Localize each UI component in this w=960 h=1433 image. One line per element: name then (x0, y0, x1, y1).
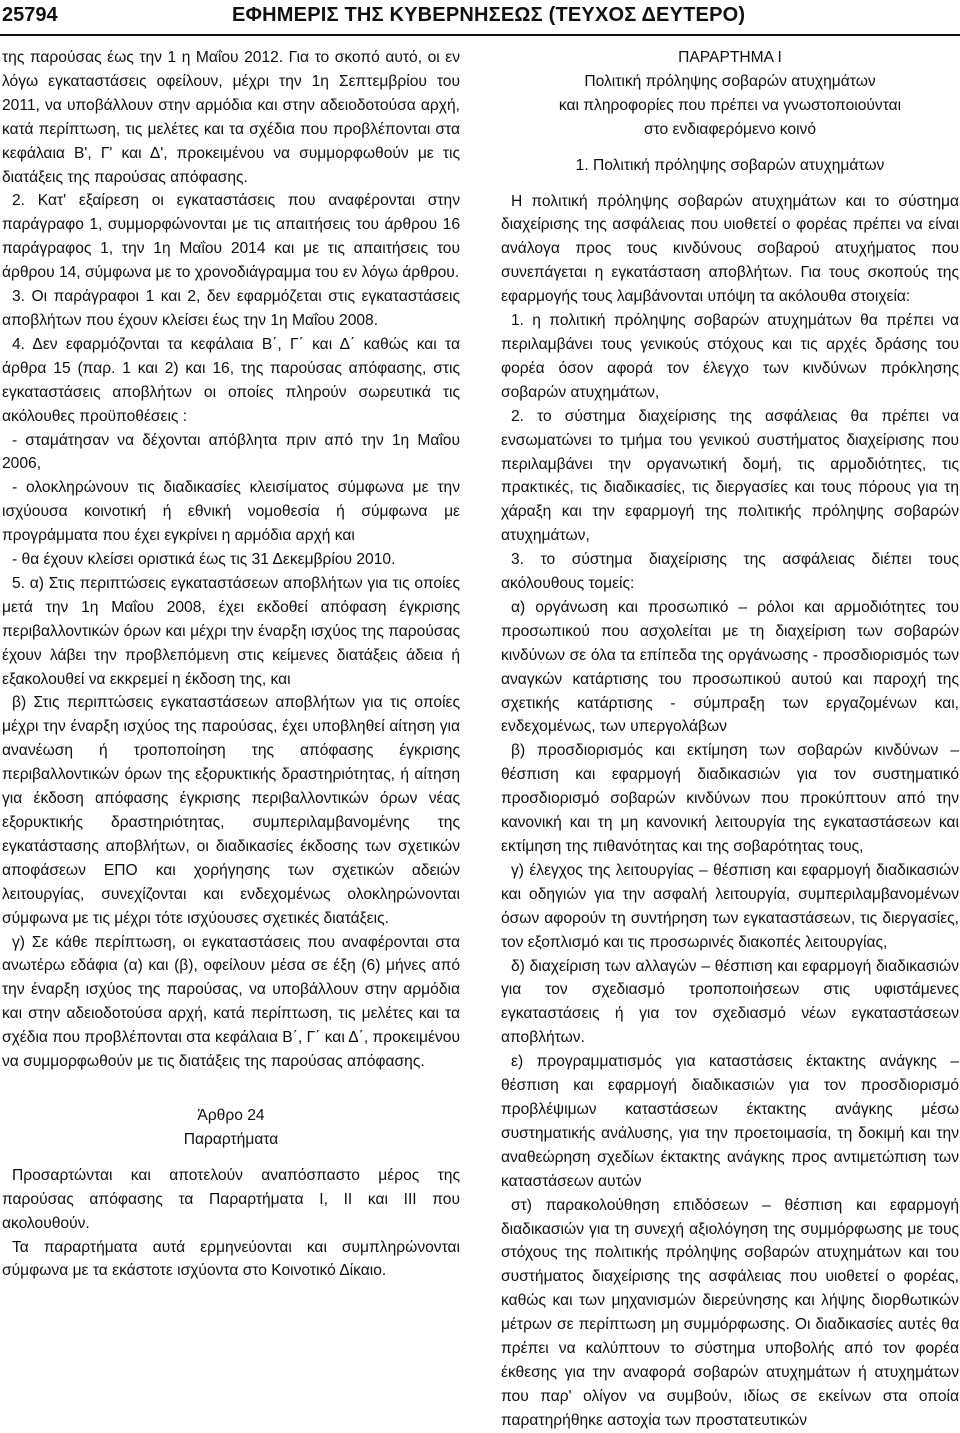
spacer (501, 178, 959, 190)
article-title: Άρθρο 24 (197, 1106, 265, 1124)
paragraph-non-application: 4. Δεν εφαρμόζονται τα κεφάλαια Β΄, Γ΄ και Δ΄ καθώς και τα άρθρα 15 (παρ. 1 και 2) και 16, της παρούσας απόφασης, στις εγκαταστάσεις αποβλήτων οι οποίες πληρούν σωρευτικά τις ακόλουθες προϋποθέσεις : (2, 335, 460, 425)
list-item: 2. το σύστημα διαχείρισης της ασφάλειας θα πρέπει να ενσωματώνει το τμήμα του γενικού συστήματος διαχείρισης που περιλαμβάνει την οργανωτική δομή, τις αρμοδιότητες, τις πρακτικές, τις διαδικασίες, τις διεργασίες και τους πόρους για τη χάραξη και την εφαρμογή της πολιτικής πρόληψης σοβαρών ατυχημάτων, (501, 407, 959, 545)
spacer (2, 1074, 460, 1104)
paragraph-transition-deadline: της παρούσας έως την 1 η Μαΐου 2012. Για το σκοπό αυτό, οι εν λόγω εγκαταστάσεις οφείλουν, μέχρι την 1η Σεπτεμβρίου του 2011, να υποβάλλουν στην αρμόδια και στην αδειοδοτούσα αρχή, κατά περίπτωση, τις μελέτες και τα σχέδια που προβλέπονται στα κεφάλαια Β', Γ' και Δ', προκειμένου να συμμορφωθούν με τις διατάξεις της παρούσας απόφασης. (2, 49, 460, 186)
list-item: στ) παρακολούθηση επιδόσεων – θέσπιση και εφαρμογή διαδικασιών για τη συνεχή αξιολόγηση της συμμόρφωσης με τους στόχους της πολιτικής πρόληψης σοβαρών ατυχημάτων και του συστήματος διαχείρισης της ασφάλειας που υιοθετεί ο φορέας, καθώς και των μηχανισμών διερεύνησης και λήψης διορθωτικών μέτρων σε περίπτωση μη συμμόρφωσης. Οι διαδικασίες αυτές θα πρέπει να καλύπτουν το σύστημα υποβολής από τον φορέα έκθεσης για την αναφορά σοβαρών ατυχημάτων ή ατυχημάτων που παρ' ολίγον να συμβούν, ιδίως σε εκείνων στα οποία παρατηρήθηκε αστοχία των προστατευτικών (501, 1196, 959, 1429)
paragraph-closed-installations: 3. Οι παράγραφοι 1 και 2, δεν εφαρμόζεται στις εγκαταστάσεις αποβλήτων που έχουν κλείσει έως την 1η Μαΐου 2008. (2, 288, 460, 329)
article-24-paragraph-2: Τα παραρτήματα αυτά ερμηνεύονται και συμπληρώνονται σύμφωνα με τα εκάστοτε ισχύοντα στο Κοινοτικό Δίκαιο. (2, 1238, 460, 1280)
left-column (2, 46, 460, 1283)
list-item: δ) διαχείριση των αλλαγών – θέσπιση και εφαρμογή διαδικασιών για τον σχεδιασμό τροποποιήσεων στις υφιστάμενες εγκαταστάσεις ή για τον σχεδιασμό νέων εγκαταστάσεων αποβλήτων. (501, 957, 959, 1047)
annex-subtitle: Πολιτική πρόληψης σοβαρών ατυχημάτων (584, 72, 876, 90)
annex-title: ΠΑΡΑΡΤΗΜΑ Ι (678, 49, 782, 66)
article-subtitle: Παραρτήματα (183, 1130, 279, 1148)
annex-subtitle: στο ενδιαφερόμενο κοινό (643, 120, 817, 138)
header-divider (0, 34, 960, 36)
spacer (2, 1152, 460, 1164)
paragraph-5b: β) Στις περιπτώσεις εγκαταστάσεων αποβλήτων για τις οποίες μέχρι την έναρξη ισχύος της παρούσας, έχει υποβληθεί αίτηση για ανανέωση ή τροποποίηση της απόφασης έγκρισης περιβαλλοντικών όρων της εξορυκτικής δραστηριότητας, ή αίτηση για έκδοση απόφασης έγκρισης περιβαλλοντικών όρων νέας εξορυκτικής δραστηριότητας, συμπεριλαμβανομένης της εγκατάστασης αποβλήτων, οι διαδικασίες έκδοσης των σχετικών αποφάσεων ΕΠΟ και χορήγησης των σχετικών αδειών λειτουργίας, συνεχίζονται και ενδεχομένως ολοκληρώνονται σύμφωνα με τις μέχρι τότε ισχύουσες σχετικές διατάξεις. (2, 694, 460, 927)
spacer (501, 142, 959, 154)
annex-subtitle: και πληροφορίες που πρέπει να γνωστοποιούνται (558, 96, 902, 114)
list-item: - θα έχουν κλείσει οριστικά έως τις 31 Δεκεμβρίου 2010. (12, 551, 396, 569)
intro-paragraph: Η πολιτική πρόληψης σοβαρών ατυχημάτων και το σύστημα διαχείρισης της ασφάλειας που υιοθετεί ο φορέας πρέπει να είναι ανάλογα προς τους κινδύνους σοβαρού ατυχήματος που συνεπάγεται η εγκατάσταση αποβλήτων. Για τους σκοπούς της εφαρμογής τους λαμβάνονται υπόψη τα ακόλουθα στοιχεία: (501, 192, 959, 306)
page-header (0, 0, 960, 36)
list-item: - ολοκληρώνουν τις διαδικασίες κλεισίματος σύμφωνα με την ισχύουσα κοινοτική ή εθνική νομοθεσία ή σύμφωνα με προγράμματα που έχει εγκρίνει η αρμόδια αρχή και (2, 479, 460, 545)
article-24-paragraph-1: Προσαρτώνται και αποτελούν αναπόσπαστο μέρος της παρούσας απόφασης τα Παραρτήματα Ι, ΙΙ και ΙΙΙ που ακολουθούν. (2, 1166, 460, 1232)
gazette-title: ΕΦΗΜΕΡΙΣ ΤΗΣ ΚΥΒΕΡΝΗΣΕΩΣ (ΤΕΥΧΟΣ ΔΕΥΤΕΡΟ) (232, 4, 746, 26)
list-item: β) προσδιορισμός και εκτίμηση των σοβαρών κινδύνων – θέσπιση και εφαρμογή διαδικασιών για τον συστηματικό προσδιορισμό σοβαρών κινδύνων που προκύπτουν από την κανονική και τη μη κανονική λειτουργία της εγκαταστάσεων και εκτίμηση της πιθανότητας και της σοβαρότητας τους, (501, 742, 959, 855)
list-item: 3. το σύστημα διαχείρισης της ασφάλειας διέπει τους ακόλουθους τομείς: (501, 551, 959, 593)
list-item: ε) προγραμματισμός για καταστάσεις έκτακτης ανάγκης – θέσπιση και εφαρμογή διαδικασιών για τον προσδιορισμό προβλέψιμων καταστάσεων έκτακτης ανάγκης μέσω συστηματικής ανάλυσης, για την προετοιμασία, τη δοκιμή και την αναθεώρηση σχεδίων έκτακτης ανάγκης προς αντιμετώπιση των καταστάσεων αυτών (501, 1053, 959, 1190)
section-heading: 1. Πολιτική πρόληψης σοβαρών ατυχημάτων (575, 156, 885, 174)
paragraph-5a: 5. α) Στις περιπτώσεις εγκαταστάσεων αποβλήτων για τις οποίες μετά την 1η Μαΐου 2008, έχει εκδοθεί απόφαση έγκρισης περιβαλλοντικών όρων και μέχρι την έναρξη ισχύος της παρούσας έχουν λάβει την προβλεπόμενη στις κείμενες διατάξεις άδεια ή εξακολουθεί να εκκρεμεί η έκδοση της, και (2, 574, 460, 688)
right-column (501, 46, 959, 1433)
page-number: 25794 (2, 4, 58, 26)
paragraph-5c: γ) Σε κάθε περίπτωση, οι εγκαταστάσεις που αναφέρονται στα ανωτέρω εδάφια (α) και (β), οφείλουν μέσα σε έξη (6) μήνες από την έναρξη ισχύος της παρούσας, να υποβάλλουν στην αρμόδια και στην αδειοδοτούσα αρχή, κατά περίπτωση, τις μελέτες και τα σχέδια που προβλέπονται στα κεφάλαια Β΄, Γ΄ και Δ΄, προκειμένου να συμμορφωθούν με τις διατάξεις της παρούσας απόφασης. (2, 933, 460, 1071)
list-item: α) οργάνωση και προσωπικό – ρόλοι και αρμοδιότητες του προσωπικού που ασχολείται με τη διαχείριση των σοβαρών κινδύνων σε όλα τα επίπεδα της οργάνωσης - προσδιορισμός των αναγκών κατάρτισης του προσωπικού αυτού και παροχή της σχετικής κατάρτισης - σύμπραξη των εργαζομένων και, ενδεχομένως, των υπεργολάβων (501, 598, 959, 736)
paragraph-exception: 2. Κατ' εξαίρεση οι εγκαταστάσεις που αναφέρονται στην παράγραφο 1, συμμορφώνονται με τις απαιτήσεις του άρθρου 16 παράγραφος 1, την 1η Μαΐου 2014 και με τις απαιτήσεις του άρθρου 14, σύμφωνα με το χρονοδιάγραμμα του εν λόγω άρθρου. (2, 192, 460, 282)
list-item: 1. η πολιτική πρόληψης σοβαρών ατυχημάτων θα πρέπει να περιλαμβάνει τους γενικούς στόχους και τις αρχές δράσης του φορέα όσον αφορά τον έλεγχο των κινδύνων πρόκλησης σοβαρών ατυχημάτων, (501, 312, 959, 401)
list-item: γ) έλεγχος της λειτουργίας – θέσπιση και εφαρμογή διαδικασιών και οδηγιών για την ασφαλή λειτουργία, συμπεριλαμβανομένων όσων αφορούν τη συντήρηση των εγκαταστάσεων, τις διεργασίες, τον εξοπλισμό και τις προσωρινές διακοπές λειτουργίας, (501, 861, 959, 951)
list-item: - σταμάτησαν να δέχονται απόβλητα πριν από την 1η Μαΐου 2006, (2, 431, 460, 473)
